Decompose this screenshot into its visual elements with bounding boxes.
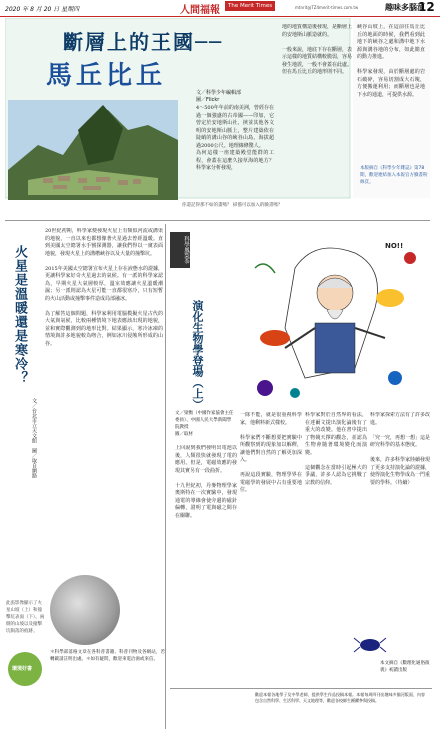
svg-text:NO!!: NO!!: [385, 242, 404, 250]
top-corner-note: 你還記得那不如的畫嗎？ 掃描可以加入的臉書嗎？: [182, 203, 283, 208]
top-col-2: 為何這樣一座建築殿堂能群的工程，會蓋在這麼久接草海的地方？科學家分析發現，: [196, 150, 274, 171]
evolution-cartoon: [235, 228, 430, 408]
column-divider: [165, 224, 166, 729]
top-title-line1: 斷層上的王國──: [63, 30, 224, 54]
top-byline: 文／科學少年編輯部 圖／Flickr: [196, 90, 242, 103]
promo-divider: [170, 688, 432, 689]
brand-logo: 人間福報: [180, 5, 220, 16]
evo-author: 文／梁衡（中國作家協會主任委員）、中國人民大學新聞學院教授 圖／取材: [175, 411, 234, 437]
top-caption: 本版摘自《科學少年雜誌》第78期，歡迎連結加入本報官方臉書粉絲頁。: [360, 166, 428, 185]
evo-col-2: 一隊不能，就是很重視科學家，他剩料新式樣校。 科學家們不斷想要把實驗中所觀察到的現象加以解釋，讓他們對自然的了解更加深入。 再說這段實驗，物理學界在電磁學的發展中占有重要地位。: [240, 412, 302, 493]
mars-author: 文／台北市立天文館 圖／取自網路: [31, 398, 37, 478]
top-title-line2: 馬丘比丘: [46, 61, 167, 91]
green-logo-label: 環境好書: [12, 666, 33, 672]
mars-title: 火星是溫暖還是寒冷？: [12, 245, 27, 385]
mars-photo: [50, 575, 120, 645]
section-divider: [5, 220, 430, 221]
mars-body: 20世紀初期，科學家便發現火星上有類似河流或溝渠的地貌，一直以來也都想像著火星過去曾經溫暖。直到美國太空總署水手號探測器，讓我們得以一窺表面地貌，發現火星上的溝槽峽谷以及大量的撞擊坑。 2015年美國太空總署宣布火星上存在液態水的證據，更讓科學家好奇火星過去的氣候。有一派的科學家認為，早期火星大氣層較厚，溫室效應讓火星溫暖潮濕；另一派則認為火星可能一直都很寒冷，只有短暫的火山活動或撞擊事件造成局部融冰。 為了解答這個問題，科學家利用電腦模擬火星古代的大氣與氣候，比較兩種情境下地表應該出現的地貌，並和實際觀測到的地形比對。結果顯示，寒冷冰凍的情境與許多地貌較為吻合，例如冰川侵蝕所形成的山谷。: [45, 228, 163, 347]
machu-picchu-photo: [8, 100, 178, 200]
contact-url: mtnrit@TZ4merit-times.com.tw: [295, 5, 359, 10]
column-tag: 科學鳳梨茶: [170, 232, 190, 268]
page-number: 12: [418, 0, 435, 14]
page-header: [0, 0, 440, 17]
evo-col-4: 科學家探索方法有了許多改進。 「究一究，再想一想」這是研究科學的基本態度。 後來，許多科學家陸續發現了更多支持演化論的證據，使得演化生物學成為一門重要的學科。（待續）: [370, 412, 430, 486]
bug-icon: [350, 635, 390, 655]
top-col-3: 地的地質構造後發現，是斷層上的安地斯山脈造就的。 一般來說，地底下存在斷層，表示這樣的地質結構較脆弱，容易發生地震，一般不會蓋在此處。但在馬丘比丘的地形則不同。: [282, 24, 352, 75]
mars-notes: ＊科學部落格文章在各科普書籍、科普刊物及各網站，若轉載請註明出處。＊如有疑問，歡迎來電洽詢或來信。: [50, 650, 165, 662]
promo-text: 歡迎本報各地學子及中學老師，提供學生作品投稿本報。本報每周四刊出趣味多腦河版面，內容包含自然科學、生活科學、天文地理等，歡迎各校師生踴躍參與投稿。: [255, 692, 425, 703]
issue-date: 2020 年 8 月 20 日 星期四: [5, 6, 80, 13]
top-col-1: 4～500年年前的南美洲，曾經存在過一個強盛的古帝國——印加，它曾定於安地斯山社，挾並其他各文明的安地斯山脈上，整片建築依在陡峭的溝山谷的峽谷山島，海拔超過2000公尺。地理線條驚人。: [196, 105, 274, 149]
top-col-4: 峽谷山坡上，在這前往馬丘比丘的地面的時候，我們看到此地下的峽谷之處和溝中地下水源與溝谷地的分布，如此簡直的動力推進。 科學家發現，由於斷層處的岩石破碎，容易切割成大石塊，方便搬運利用；而斷層也是地下水的通道，可提供水源。: [357, 24, 425, 98]
evo-title: 演化生物學登場（上）: [191, 300, 204, 410]
evo-col-3: 科學家對於自然界的看法，在達爾文提出演化論後有了重大的改變。他在書中提出了物競天擇的觀念，並認為生物會隨著環境變化而演變。 這個觀念在當時引起極大的爭議，許多人認為它挑戰了宗教的信仰。: [305, 412, 367, 486]
mars-photo-caption: 此張影像顯示了火星山坡（上）和撞擊坑表面（下）。兩側的山坡以及撞擊坑隕落的痕跡。: [6, 601, 45, 634]
evo-book-caption: 本文摘自《數理化通俗演義》初讀出版: [380, 661, 430, 673]
brand-english: The Merit Times: [225, 1, 275, 11]
section-title: 趣味多腦河: [385, 3, 425, 12]
evo-col-1: 上回說到我們發明出電池以後，人類很快就發現了電的應用。但是，電磁效應的發現其實另有一段曲折。 十九世紀初，丹麥物理學家奧斯特在一次實驗中，發現通電的導線會使旁邊的磁針偏轉，證明了電與磁之間存在關聯。: [175, 445, 237, 519]
